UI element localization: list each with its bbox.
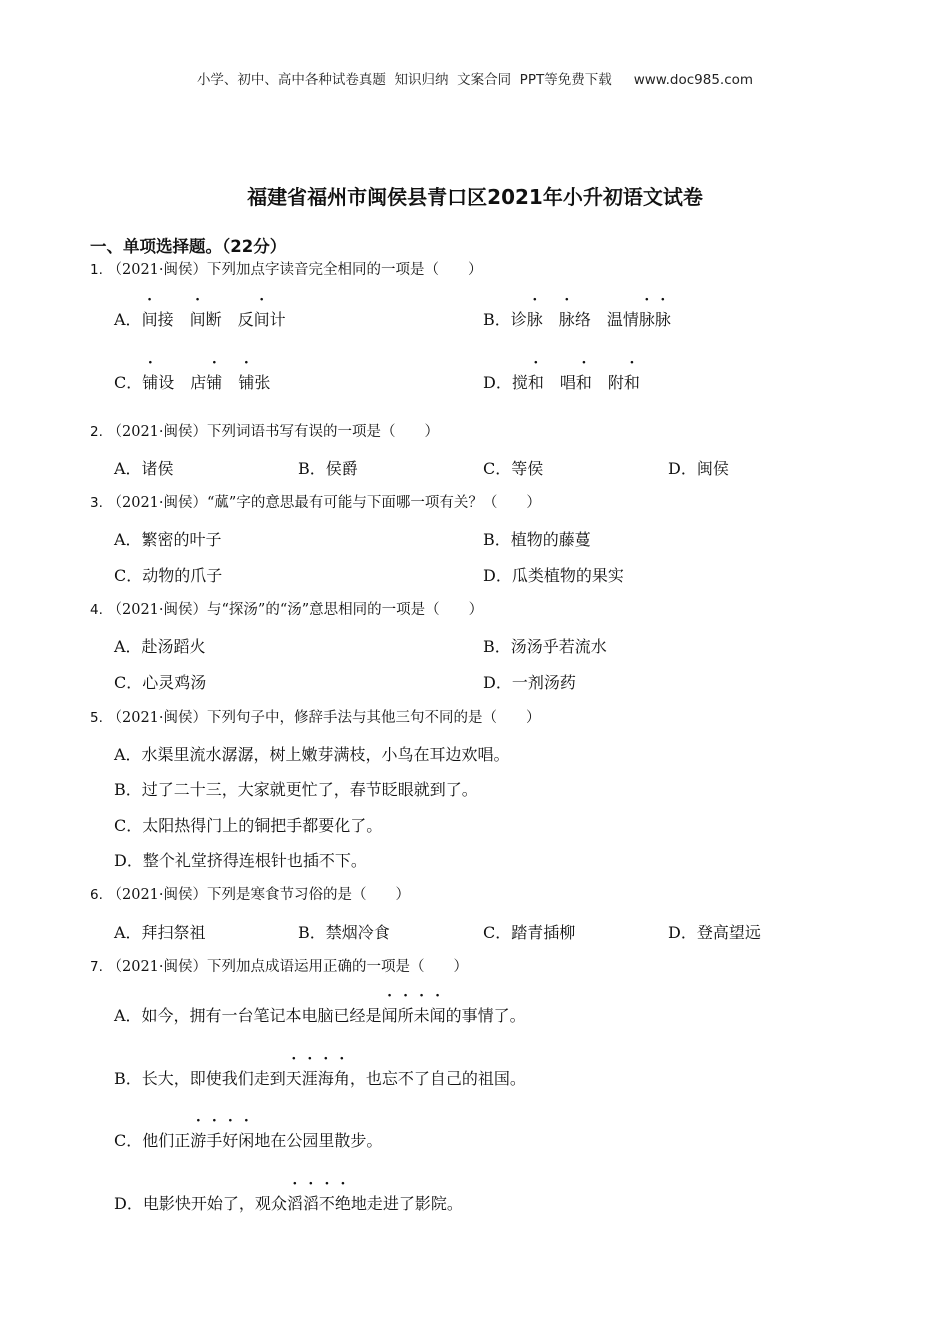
q5-option-d: D．整个礼堂挤得连根针也插不下。	[114, 851, 367, 870]
question-text: （2021·闽侯）“蓏”字的意思最有可能与下面哪一项有关？（ ）	[107, 495, 541, 511]
section-heading: 一、单项选择题。（22分）	[90, 237, 287, 256]
dotted-char: 未	[413, 1006, 430, 1025]
q5-option-c: C．太阳热得门上的铜把手都要化了。	[114, 816, 383, 835]
q1-option-d	[483, 370, 640, 393]
q6-option-d: D．登高望远	[668, 923, 761, 942]
word-part: 设	[158, 373, 175, 392]
dotted-char: 天	[285, 1069, 302, 1088]
dotted-char: 闻	[381, 1006, 398, 1025]
dotted-char: 好	[222, 1131, 239, 1150]
question-number: 4.	[90, 602, 103, 618]
word-part: 诊	[510, 310, 527, 329]
q2-option-b: B．侯爵	[298, 459, 358, 478]
dotted-char: 脉	[638, 310, 655, 329]
question-6-stem	[90, 883, 410, 904]
dotted-idiom	[286, 1069, 350, 1088]
dotted-char: 铺	[238, 373, 255, 392]
q1-option-b	[483, 307, 671, 330]
question-text: （2021·闽侯）下列是寒食节习俗的是（ ）	[107, 887, 411, 903]
word-part: 反	[237, 310, 254, 329]
dotted-char: 涯	[301, 1069, 318, 1088]
option-text: C．他们正	[114, 1131, 191, 1150]
dotted-char: 脉	[558, 310, 575, 329]
q1-option-c	[114, 370, 270, 393]
option-text: B．长大，即使我们走到	[114, 1069, 286, 1088]
option-letter: B．	[483, 310, 511, 329]
question-text: （2021·闽侯）下列词语书写有误的一项是（ ）	[107, 424, 440, 440]
option-text: 地走进了影院。	[350, 1194, 463, 1213]
word-part: 张	[254, 373, 271, 392]
word-part: 唱	[559, 373, 576, 392]
q5-option-a: A．水渠里流水潺潺，树上嫩芽满枝，小鸟在耳边欢唱。	[114, 745, 510, 764]
q6-option-a: A．拜扫祭祖	[114, 923, 206, 942]
q3-option-d: D．瓜类植物的果实	[483, 566, 624, 585]
q2-option-c: C．等侯	[483, 459, 544, 478]
question-number: 2.	[90, 424, 103, 440]
question-text: （2021·闽侯）下列句子中，修辞手法与其他三句不同的是（ ）	[107, 710, 541, 726]
dotted-char: 和	[575, 373, 592, 392]
dotted-char: 间	[189, 310, 206, 329]
question-text: （2021·闽侯）下列加点成语运用正确的一项是（ ）	[107, 959, 469, 975]
dotted-char: 滔	[302, 1194, 319, 1213]
option-text: 地在公园里散步。	[254, 1131, 383, 1150]
dotted-char: 闻	[429, 1006, 446, 1025]
q7-option-c	[114, 1128, 382, 1151]
question-1-stem	[90, 258, 483, 279]
option-text: 的事情了。	[445, 1006, 526, 1025]
dotted-char	[639, 310, 671, 329]
dotted-char: 间	[141, 310, 158, 329]
dotted-idiom	[287, 1194, 351, 1213]
q6-option-c: C．踏青插柳	[483, 923, 576, 942]
header-site[interactable]: www.doc985.com	[633, 72, 754, 88]
question-5-stem	[90, 706, 541, 727]
page-title: 福建省福州市闽侯县青口区2021年小升初语文试卷	[247, 185, 703, 209]
q3-option-b: B．植物的藤蔓	[483, 530, 591, 549]
option-text: A．如今，拥有一台笔记本电脑已经是	[114, 1006, 382, 1025]
dotted-char: 和	[527, 373, 544, 392]
question-number: 1.	[90, 262, 103, 278]
word-part: 计	[269, 310, 286, 329]
dotted-char: 脉	[654, 310, 671, 329]
option-letter: C．	[114, 373, 143, 392]
dotted-char: 角	[333, 1069, 350, 1088]
dotted-char: 手	[206, 1131, 223, 1150]
option-letter: D．	[483, 373, 512, 392]
q2-option-a: A．诸侯	[114, 459, 174, 478]
dotted-idiom	[190, 1131, 254, 1150]
header-text: 小学、初中、高中各种试卷真题 知识归纳 文案合同 PPT等免费下载	[196, 72, 612, 88]
dotted-char: 滔	[286, 1194, 303, 1213]
word-part: 附	[607, 373, 624, 392]
question-3-stem	[90, 491, 541, 512]
word-part: 断	[205, 310, 222, 329]
question-4-stem	[90, 598, 483, 619]
q1-option-a	[114, 307, 286, 330]
q3-option-a: A．繁密的叶子	[114, 530, 222, 549]
q7-option-d	[114, 1191, 463, 1214]
dotted-char: 海	[317, 1069, 334, 1088]
q3-option-c: C．动物的爪子	[114, 566, 223, 585]
dotted-char: 绝	[334, 1194, 351, 1213]
question-2-stem	[90, 420, 439, 441]
question-number: 5.	[90, 710, 103, 726]
question-number: 7.	[90, 959, 103, 975]
question-text: （2021·闽侯）下列加点字读音完全相同的一项是（ ）	[107, 262, 483, 278]
dotted-char: 间	[253, 310, 270, 329]
dotted-idiom	[382, 1006, 446, 1025]
question-text: （2021·闽侯）与“探汤”的“汤”意思相同的一项是（ ）	[107, 602, 484, 618]
q4-option-c: C．心灵鸡汤	[114, 673, 207, 692]
page-header	[0, 68, 950, 88]
dotted-char: 脉	[526, 310, 543, 329]
dotted-char: 铺	[142, 373, 159, 392]
dotted-char: 和	[623, 373, 640, 392]
q6-option-b: B．禁烟冷食	[298, 923, 390, 942]
option-letter: A．	[114, 310, 142, 329]
question-number: 3.	[90, 495, 103, 511]
q4-option-d: D．一剂汤药	[483, 673, 576, 692]
q5-option-b: B．过了二十三，大家就更忙了，春节眨眼就到了。	[114, 780, 478, 799]
word-part: 搅	[511, 373, 528, 392]
q4-option-b: B．汤汤乎若流水	[483, 637, 607, 656]
option-text: ，也忘不了自己的祖国。	[349, 1069, 526, 1088]
word-part: 接	[157, 310, 174, 329]
dotted-char: 游	[190, 1131, 207, 1150]
q7-option-b	[114, 1066, 526, 1089]
q7-option-a	[114, 1003, 526, 1026]
dotted-char: 所	[397, 1006, 414, 1025]
question-number: 6.	[90, 887, 103, 903]
question-7-stem	[90, 955, 468, 976]
dotted-char: 不	[318, 1194, 335, 1213]
word-part: 店	[190, 373, 207, 392]
q4-option-a: A．赴汤蹈火	[114, 637, 206, 656]
word-part: 温情	[606, 310, 639, 329]
dotted-char: 铺	[206, 373, 223, 392]
q2-option-d: D．闽侯	[668, 459, 729, 478]
dotted-char: 闲	[238, 1131, 255, 1150]
word-part: 络	[574, 310, 591, 329]
option-text: D．电影快开始了，观众	[114, 1194, 287, 1213]
